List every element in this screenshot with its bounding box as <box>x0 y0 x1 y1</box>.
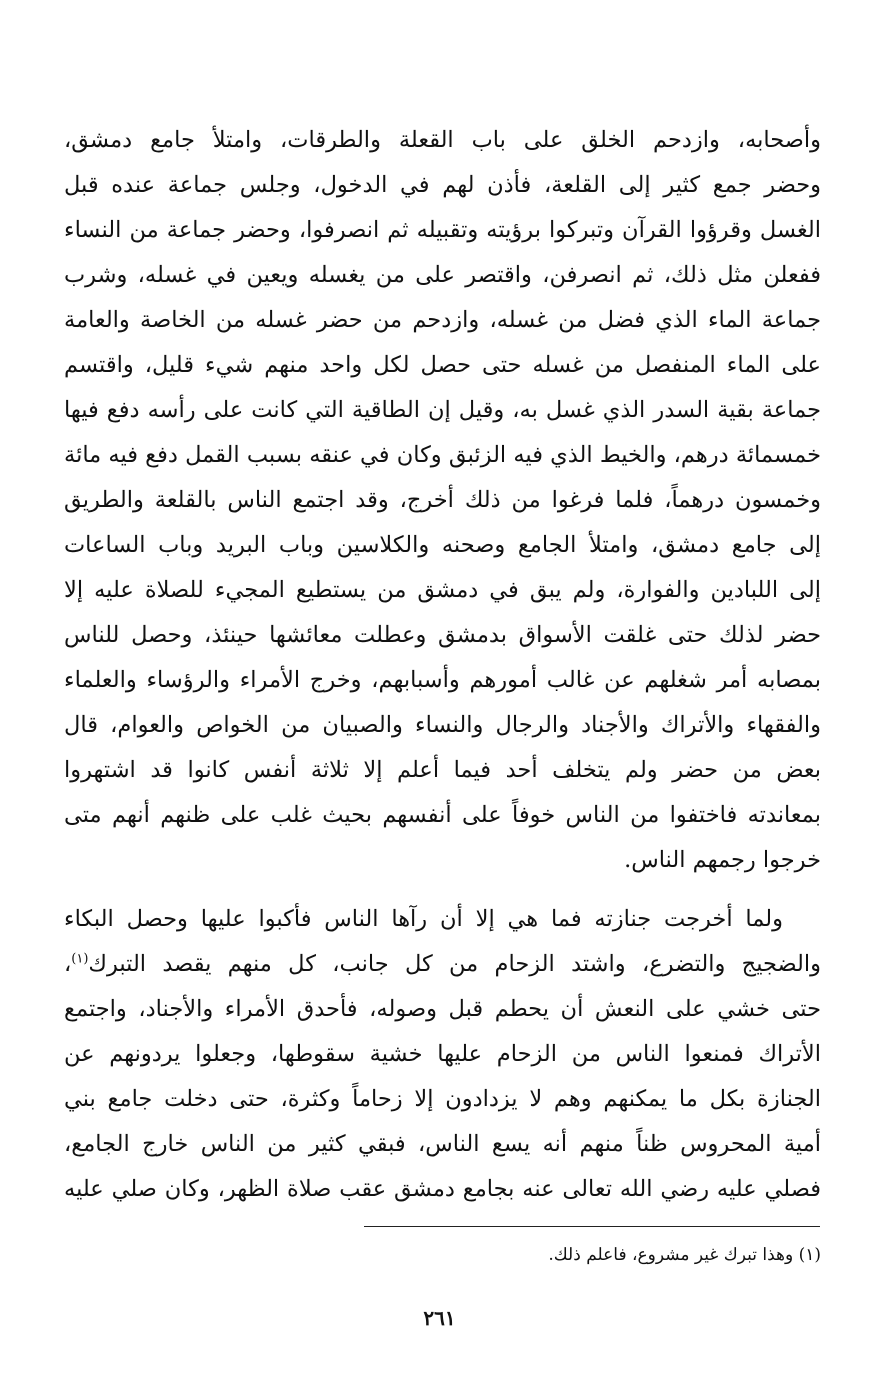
text-line: والفقهاء والأتراك والأجناد والرجال والنساء والصبيان من الخواص والعوام، قال <box>64 712 821 738</box>
text-line-content: والضجيج والتضرع، واشتد الزحام من كل جانب، كل منهم يقصد التبرك <box>88 951 821 977</box>
text-line: الأتراك فمنعوا الناس من الزحام عليها خشية سقوطها، وجعلوا يردونهم عن <box>64 1041 821 1067</box>
paragraph <box>64 897 821 1212</box>
footnote: (١) وهذا تبرك غير مشروع، فاعلم ذلك. <box>548 1245 821 1265</box>
text-line: أمية المحروس ظناً منهم أنه يسع الناس، فبقي كثير من الناس خارج الجامع، <box>64 1131 821 1157</box>
text-line: بمعاندته فاختفوا من الناس خوفاً على أنفسهم بحيث غلب على ظنهم أنهم متى <box>64 802 821 828</box>
text-line: خرجوا رجمهم الناس. <box>624 847 821 873</box>
text-line: جماعة الماء الذي فضل من غسله، وازدحم من حضر غسله من الخاصة والعامة <box>64 307 821 333</box>
punctuation: ، <box>64 951 72 977</box>
text-line: ولما أخرجت جنازته فما هي إلا أن رآها الناس فأكبوا عليها وحصل البكاء <box>64 906 783 932</box>
text-line: على الماء المنفصل من غسله حتى حصل لكل واحد منهم شيء قليل، واقتسم <box>64 352 821 378</box>
text-line: بعض من حضر ولم يتخلف أحد فيما أعلم إلا ثلاثة أنفس كانوا قد اشتهروا <box>64 757 821 783</box>
paragraph <box>64 118 821 883</box>
text-line: ففعلن مثل ذلك، ثم انصرفن، واقتصر على من يغسله ويعين في غسله، وشرب <box>64 262 821 288</box>
text-line: وأصحابه، وازدحم الخلق على باب القعلة والطرقات، وامتلأ جامع دمشق، <box>64 127 821 153</box>
text-line: جماعة بقية السدر الذي غسل به، وقيل إن الطاقية التي كانت على رأسه دفع فيها <box>64 397 821 423</box>
text-line: بمصابه أمر شغلهم عن غالب أمورهم وأسبابهم، وخرج الأمراء والرؤساء والعلماء <box>64 667 821 693</box>
text-line: حتى خشي على النعش أن يحطم قبل وصوله، فأحدق الأمراء والأجناد، واجتمع <box>64 996 821 1022</box>
text-line: فصلي عليه رضي الله تعالى عنه بجامع دمشق عقب صلاة الظهر، وكان صلي عليه <box>64 1176 821 1202</box>
page-number: ٢٦١ <box>423 1306 456 1330</box>
text-line: الجنازة بكل ما يمكنهم وهم لا يزدادون إلا زحاماً وكثرة، حتى دخلت جامع بني <box>64 1086 821 1112</box>
text-line: إلى اللبادين والفوارة، ولم يبق في دمشق من يستطيع المجيء للصلاة عليه إلا <box>64 577 821 603</box>
text-line <box>64 942 821 987</box>
text-line: حضر لذلك حتى غلقت الأسواق بدمشق وعطلت معائشها حينئذ، وحصل للناس <box>64 622 821 648</box>
footnote-reference[interactable]: (١) <box>71 951 89 967</box>
text-line: الغسل وقرؤوا القرآن وتبركوا برؤيته وتقبيله ثم انصرفوا، وحضر جماعة من النساء <box>64 217 821 243</box>
text-line: وحضر جمع كثير إلى القلعة، فأذن لهم في الدخول، وجلس جماعة عنده قبل <box>64 172 821 198</box>
text-line: وخمسون درهماً، فلما فرغوا من ذلك أخرج، وقد اجتمع الناس بالقلعة والطريق <box>64 487 821 513</box>
text-line: إلى جامع دمشق، وامتلأ الجامع وصحنه والكلاسين وباب البريد وباب الساعات <box>64 532 821 558</box>
text-line: خمسمائة درهم، والخيط الذي فيه الزئبق وكان في عنقه بسبب القمل دفع فيه مائة <box>64 442 821 468</box>
footnote-divider <box>364 1226 820 1227</box>
paragraph-gap <box>64 883 821 897</box>
body-text <box>64 118 821 1212</box>
